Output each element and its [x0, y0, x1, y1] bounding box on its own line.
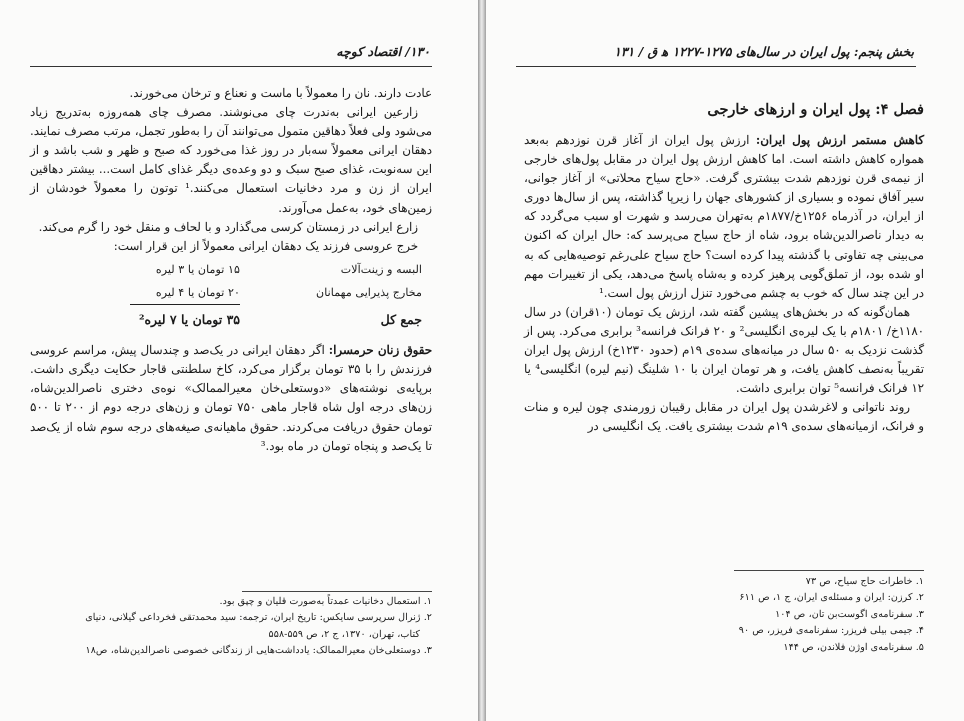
cost-item: البسه و زینت‌آلات: [340, 262, 422, 276]
body-text: [524, 131, 924, 437]
footnote: ۳. سفرنامه‌ی اگوست‌بن تان، ص ۱۰۴: [775, 608, 924, 620]
footnote-rule: [242, 591, 432, 592]
paragraph-text: اگر دهقان ایرانی در یک‌صد و چندسال پیش، مراسم عروسی فرزندش را با ۳۵ تومان برگزار می‌کرد، کاخ سلطنتی قاجار حکایت دیگری داشت. برپایه‌ی نوشته‌های «دوستعلی‌خان معیرالممالک» نوه‌ی دختری ناصرالدین‌شاه، زن‌های درجه اول شاه قاجار ماهی ۷۵۰ تومان و زن‌های درجه دوم از ۲۰۰ تا ۵۰۰ تومان حقوق دریافت می‌کردند. حقوق ماهیانه‌ی صیغه‌های درجه سوم شاه از یک‌صد تا یک‌صد و پنجاه تومان در ماه بود.³: [30, 343, 432, 453]
table-row: [130, 258, 432, 281]
running-head: ۱۳۰/ اقتصاد کوچه: [336, 44, 430, 59]
footnote: ۵. سفرنامه‌ی اوژن فلاندن، ص ۱۴۴: [783, 641, 924, 653]
paragraph: خرج عروسی فرزند یک دهقان ایرانی معمولاً از این قرار است:: [113, 238, 418, 253]
header-rule: [30, 66, 432, 67]
paragraph: همان‌گونه که در بخش‌های پیشین گفته شد، ارزش یک تومان (۱۰قران) در سال ۱۱۸۰خ/ ۱۸۰۱م با یک لیره‌ی انگلیسی² و ۲۰ فرانک فرانسه³ برابری می‌کرد. پس از گذشت نزدیک به ۵۰ سال در میانه‌های سده‌ی ۱۹م (حدود ۱۲۳۰خ) ارزش پول ایران تقریباً به‌نصف کاهش یافت، و هر تومان ایران با ۱۰ شلینگ (نیم لیره) انگلیسی⁴ یا ۱۲ فرانک فرانسه⁵ توان برابری داشت.: [524, 304, 925, 396]
total-label: جمع کل: [380, 311, 422, 327]
cost-amount: ۱۵ تومان یا ۳ لیره: [155, 262, 240, 276]
running-head: بخش پنجم: پول ایران در سال‌های ۱۲۷۵-۱۲۲۷ ه‍ ق / ۱۳۱: [614, 44, 914, 59]
footnote: کتاب، تهران، ۱۳۷۰، ج ۲، ص ۵۵۹-۵۵۸: [268, 628, 420, 640]
paragraph: زارع ایرانی در زمستان کرسی می‌گذارد و با لحاف و منقل خود را گرم می‌کند.: [38, 219, 418, 234]
section-heading: کاهش مستمر ارزش پول ایران:: [755, 133, 924, 147]
paragraph: زارعین ایرانی به‌ندرت چای می‌نوشند. مصرف چای همه‌روزه به‌تدریج زیاد می‌شود ولی فعلاً دهاقین متمول می‌توانند آن را به‌طور تجمل، مرتب مصرف نمایند. دهقان ایرانی معمولاً سه‌بار در روز غذا می‌خورد که صبح و ظهر و شب باشد و از این سه‌نوبت، غذای صبح سبک و دو وعده‌ی دیگر غذای کامل است... بیشتر دهاقین ایران از زن و مرد دخانیات استعمال می‌کنند.¹ توتون را معمولاً خودشان از زمین‌های خود، به‌عمل می‌آورند.: [30, 105, 432, 215]
footnote: ۳. دوستعلی‌خان معیرالممالک: یادداشت‌هایی از زندگانی خصوصی ناصرالدین‌شاه، ص۱۸: [85, 645, 432, 657]
cost-item: مخارج پذیرایی مهمانان: [316, 286, 422, 300]
footnote: ۲. کرزن: ایران و مسئله‌ی ایران، ج ۱، ص ۶۱۱: [739, 592, 924, 604]
table-row: [130, 281, 432, 305]
footnote: ۱. استعمال دخانیات عمدتاً به‌صورت قلیان و چپق بود.: [219, 596, 432, 607]
header-rule: [516, 66, 916, 67]
footnote: ۴. جیمی بیلی فریزر: سفرنامه‌ی فریزر، ص ۹۰: [738, 625, 924, 637]
paragraph: عادت دارند. نان را معمولاً با ماست و نعناع و ترخان می‌خورند.: [129, 86, 432, 100]
total-amount: ۳۵ تومان یا ۷ لیره²: [139, 312, 240, 328]
footnote: ۱. خاطرات حاج سیاح، ص ۷۳: [805, 576, 924, 587]
footnotes: [22, 594, 432, 660]
body-text: [30, 84, 432, 456]
paragraph: [30, 341, 432, 456]
book-spine: [478, 0, 486, 721]
wedding-cost-table: [130, 258, 432, 331]
cost-amount: ۲۰ تومان یا ۴ لیره: [130, 281, 240, 305]
table-total-row: [130, 305, 432, 332]
footnote-rule: [734, 570, 924, 571]
paragraph: [524, 131, 924, 303]
footnotes: [524, 574, 924, 656]
left-page: [0, 0, 478, 721]
paragraph-text: ارزش پول ایران از آغاز قرن نوزدهم به‌بعد همواره کاهش داشته است. اما کاهش ارزش پول ایران در مقابل پول‌های خارجی از نیمه‌ی قرن نوزدهم شدت بیشتری گرفت. «حاج سیاح محلاتی» از آغاز جوانی، سیر آفاق نموده و بسیاری از کشورهای جهان را زیرپا گذاشته، پس از سال‌ها دوری از ایران، در آذرماه ۱۲۵۶خ/۱۸۷۷م به‌تهران می‌رسد و شهرت او سبب می‌گردد که به دیدار ناصرالدین‌شاه برود، شاه از حاج سیاح می‌پرسد که: حال ایران که اکنون می‌بینی چه تفاوتی با گذشته پیدا کرده است؟ حاج سیاح علی‌رغم توصیه‌هایی که به او شده بود، از تملق‌گویی پرهیز کرده و به‌شاه پاسخ می‌دهد، یکی از تغییرات مهم در این چند سال که خوب به چشم می‌خورد تنزل ارزش پول است.¹: [524, 133, 924, 300]
paragraph: روند ناتوانی و لاغرشدن پول ایران در مقابل رقیبان زورمندی چون لیره و منات و فرانک، ازمیانه‌های سده‌ی ۱۹م شدت بیشتری یافت. یک انگلیسی در: [524, 400, 924, 434]
right-page: [486, 0, 964, 721]
footnote: ۲. ژنرال سرپرسی سایکس: تاریخ ایران، ترجمه: سید محمدتقی فخرداعی گیلانی، دنیای: [85, 612, 432, 624]
chapter-title: فصل ۴: پول ایران و ارزهای خارجی: [707, 101, 924, 118]
section-heading: حقوق زنان حرمسرا:: [328, 343, 432, 358]
